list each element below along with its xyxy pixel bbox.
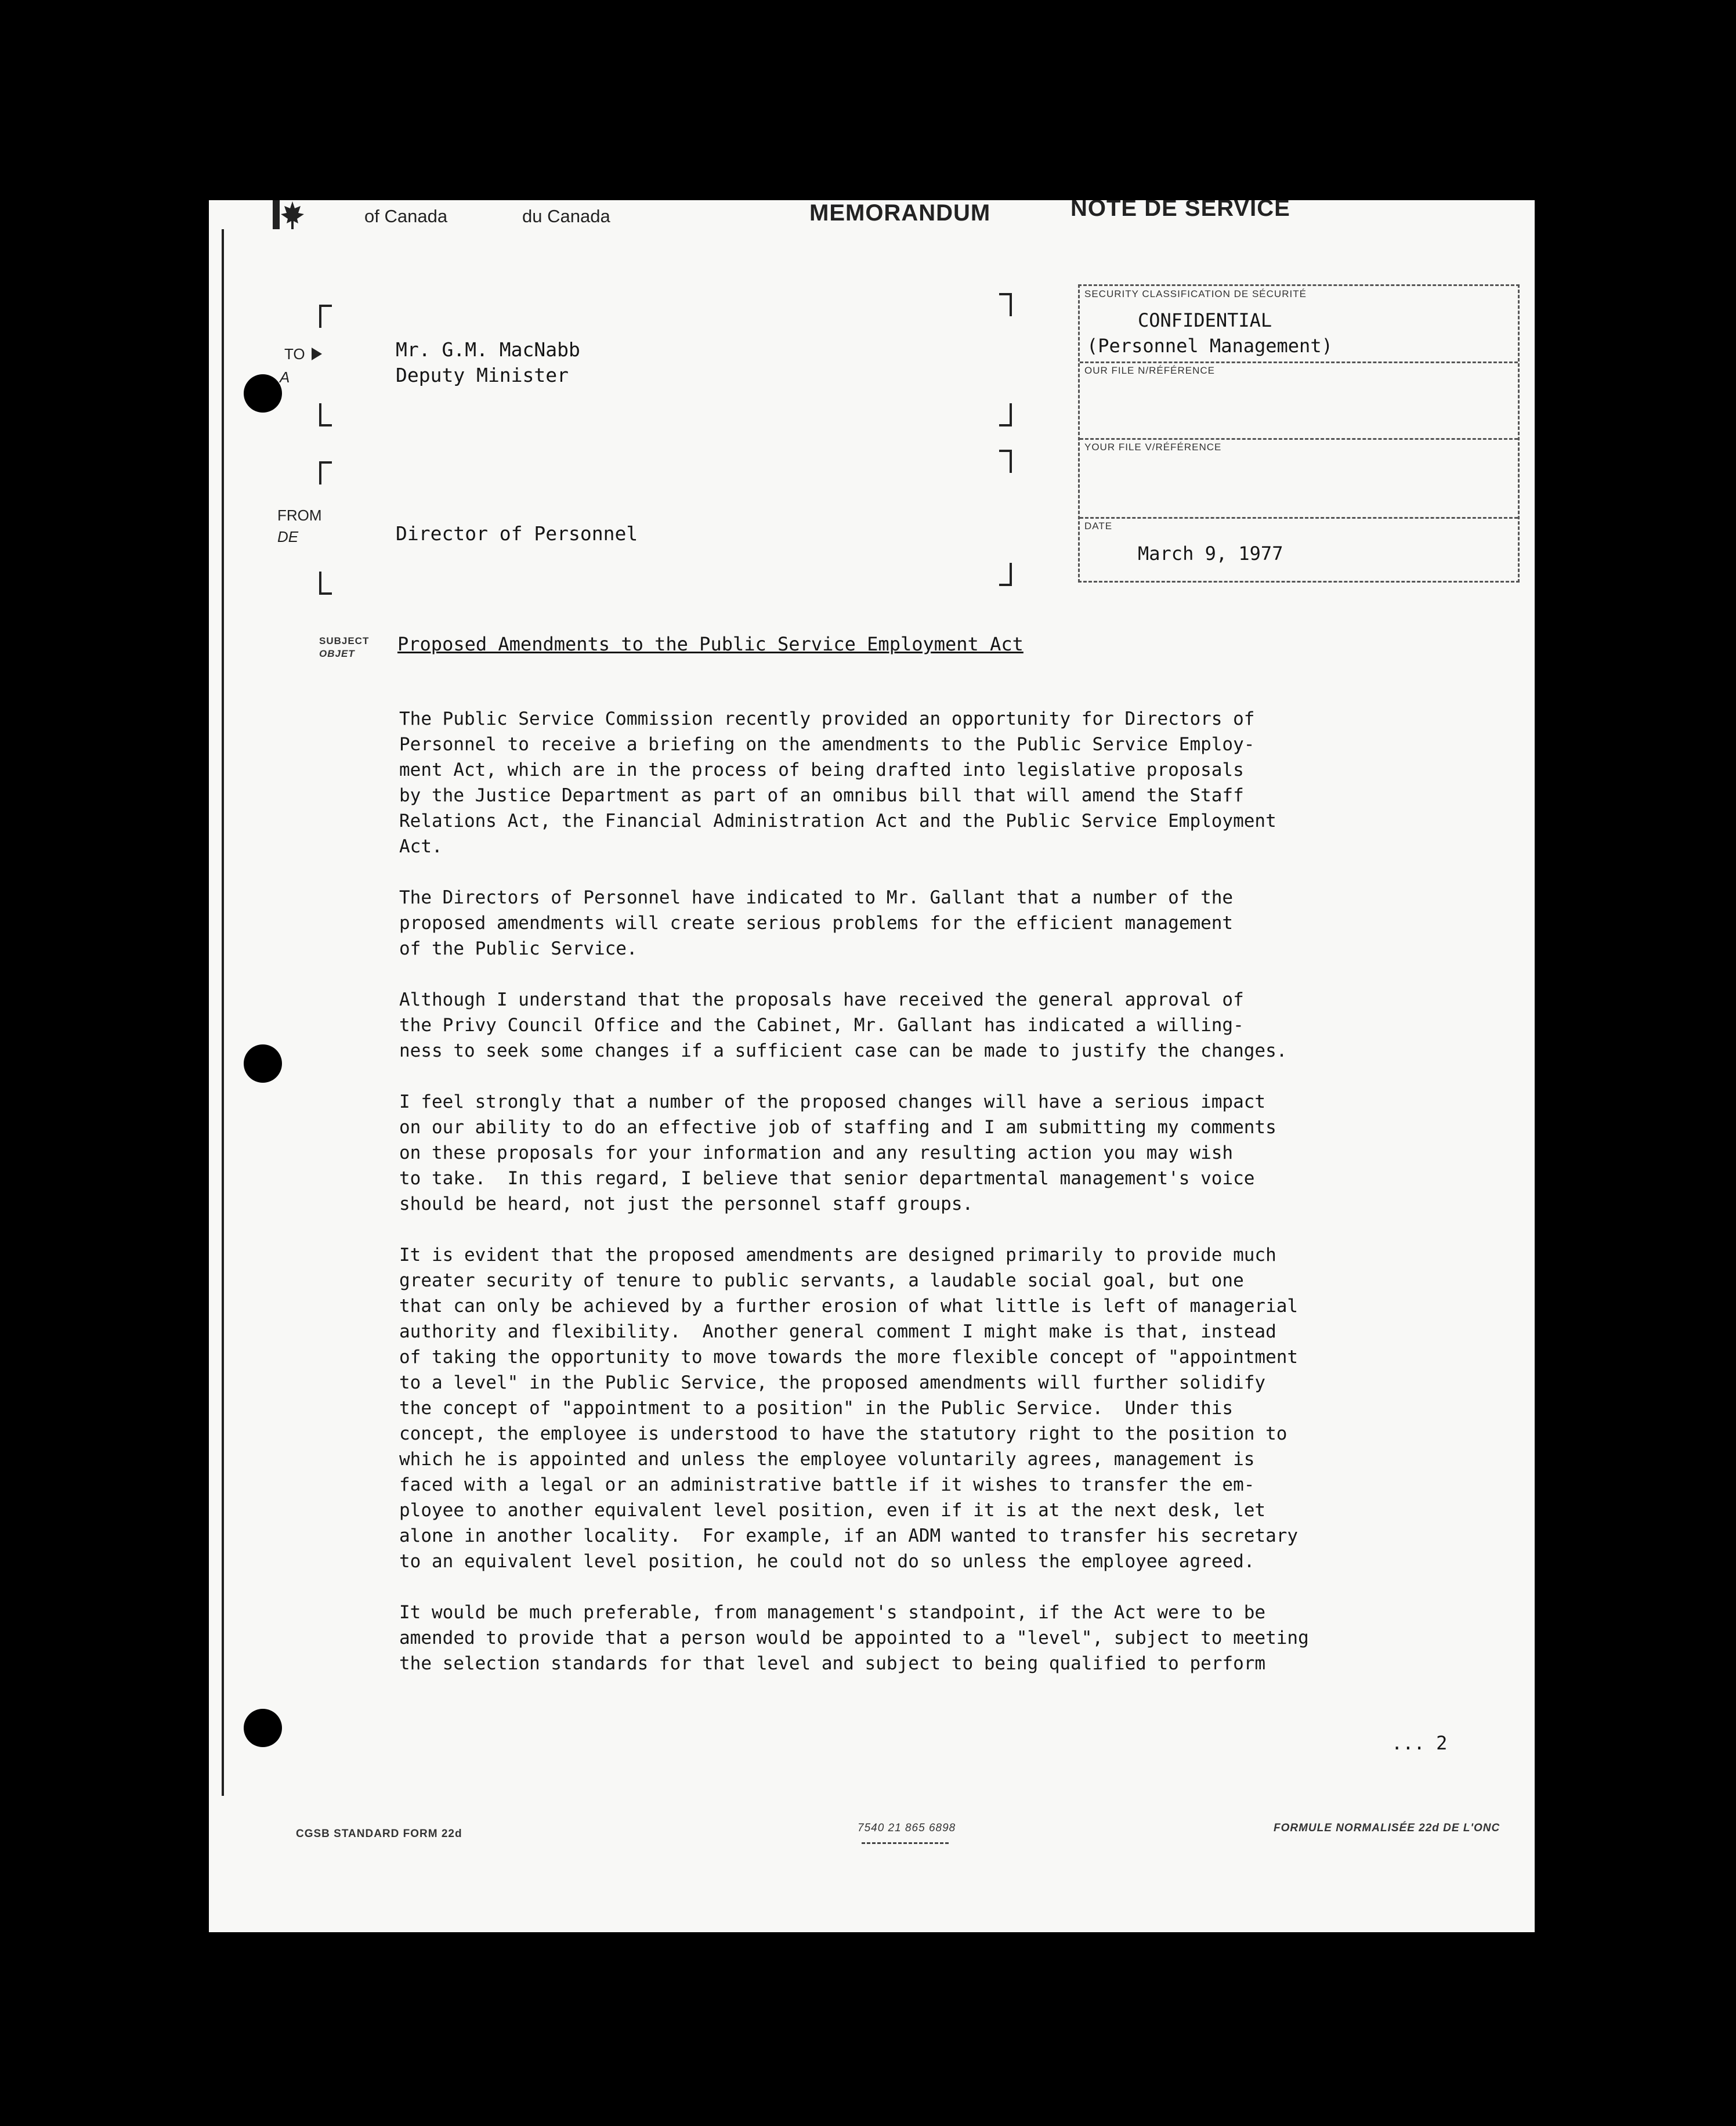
- canada-flag-icon: [273, 200, 308, 232]
- body-paragraph-3: Although I understand that the proposals have received the general approval of the Privy Council Office and the Cabinet, Mr. Gallant has indicated a willing- ness to seek some changes if a sufficient case can be made to justify the changes.: [399, 989, 1287, 1061]
- security-category: (Personnel Management): [1087, 335, 1333, 357]
- government-name-en: of Canada: [364, 206, 448, 226]
- security-classification-label: SECURITY CLASSIFICATION DE SÉCURITÉ: [1084, 288, 1307, 299]
- security-divider-1: [1080, 361, 1518, 363]
- to-bracket-bottom-left: [319, 403, 332, 426]
- memo-date: March 9, 1977: [1138, 543, 1283, 565]
- security-classification-value: CONFIDENTIAL: [1138, 309, 1272, 331]
- government-name-fr: du Canada: [522, 206, 610, 226]
- arrow-right-icon: [310, 345, 324, 363]
- to-label-en: TO: [284, 345, 305, 363]
- our-file-label: OUR FILE N/RÉFÉRENCE: [1084, 365, 1215, 376]
- security-divider-3: [1080, 517, 1518, 519]
- to-bracket-bottom-right: [999, 403, 1012, 426]
- footer-stock-dashes: [862, 1842, 949, 1844]
- to-bracket-top-right: [999, 293, 1012, 316]
- subject-label-fr: OBJET: [319, 648, 355, 659]
- punch-hole-middle: [244, 1044, 282, 1083]
- security-divider-2: [1080, 438, 1518, 440]
- body-paragraph-5: It is evident that the proposed amendments are designed primarily to provide much greater security of tenure to public servants, a laudable social goal, but one that can only be achieved by a further erosion of what little is left of managerial authority and flexibility. Another general comment I might make is that, instead of taking the opportunity to move towards the more flexible concept of "appointment to a level" in the Public Service, the proposed amendments will further solidify the concept of "appointment to a position" in the Public Service. Under this concept, the employee is understood to have the statutory right to the position to which he is appointed and unless the employee voluntarily agrees, management is faced with a legal or an administrative battle if it wishes to transfer the em- ployee to another equivalent level position, even if it is at the next desk, let alone in another locality. For example, if an ADM wanted to transfer his secretary to an equivalent level position, he could not do so unless the employee agreed.: [399, 1245, 1299, 1572]
- body-paragraph-4: I feel strongly that a number of the proposed changes will have a serious impact on our ability to do an effective job of staffing and I am submitting my comments on these proposals for your information and any resulting action you may wish to take. In this regard, I believe that senior departmental management's voice should be heard, not just the personnel staff groups.: [399, 1091, 1276, 1214]
- from-label-fr: DE: [277, 528, 299, 545]
- from-label-en: FROM: [277, 507, 322, 524]
- body-paragraph-2: The Directors of Personnel have indicated to Mr. Gallant that a number of the proposed amendments will create serious problems for the efficient management of the Public Service.: [399, 887, 1234, 959]
- to-label-fr: A: [280, 368, 290, 386]
- from-bracket-top-right: [999, 450, 1012, 473]
- footer-form-en: CGSB STANDARD FORM 22d: [296, 1828, 462, 1840]
- subject-label-en: SUBJECT: [319, 635, 370, 646]
- body-paragraph-1: The Public Service Commission recently provided an opportunity for Directors of Personnel to receive a briefing on the amendments to the Public Service Employ- ment Act, which are in the process of being drafted into legislative proposals by the Justice Department as part of an omnibus bill that will amend the Staff Relations Act, the Financial Administration Act and the Public Service Employment Act.: [399, 708, 1276, 857]
- from-bracket-bottom-left: [319, 572, 332, 595]
- from-bracket-bottom-right: [999, 563, 1012, 586]
- footer-form-fr: FORMULE NORMALISÉE 22d DE L'ONC: [1274, 1822, 1500, 1834]
- body-paragraph-6: It would be much preferable, from management's standpoint, if the Act were to be amended to provide that a person would be appointed to a "level", subject to meeting the selection standards for that level and subject to being qualified to perform: [399, 1602, 1309, 1674]
- footer-stock-number: 7540 21 865 6898: [858, 1822, 956, 1834]
- page-edge-line: [222, 229, 224, 1796]
- subject-text: Proposed Amendments to the Public Service Employment Act: [397, 633, 1023, 655]
- date-label: DATE: [1084, 520, 1113, 532]
- punch-hole-top: [244, 374, 282, 413]
- security-classification-box: [1078, 284, 1520, 583]
- recipient-name: Mr. G.M. MacNabb: [396, 338, 580, 361]
- your-file-label: YOUR FILE V/RÉFÉRENCE: [1084, 442, 1222, 453]
- note-de-service-title: NOTE DE SERVICE: [1070, 200, 1290, 221]
- recipient-title: Deputy Minister: [396, 364, 569, 386]
- memorandum-title: MEMORANDUM: [809, 200, 991, 226]
- memo-page: [209, 200, 1535, 1932]
- from-bracket-top-left: [319, 461, 332, 485]
- sender-name: Director of Personnel: [396, 522, 638, 545]
- to-bracket-top-left: [319, 305, 332, 328]
- memo-body: [399, 706, 1473, 1702]
- page-continuation: ... 2: [1391, 1732, 1448, 1754]
- punch-hole-bottom: [244, 1709, 282, 1747]
